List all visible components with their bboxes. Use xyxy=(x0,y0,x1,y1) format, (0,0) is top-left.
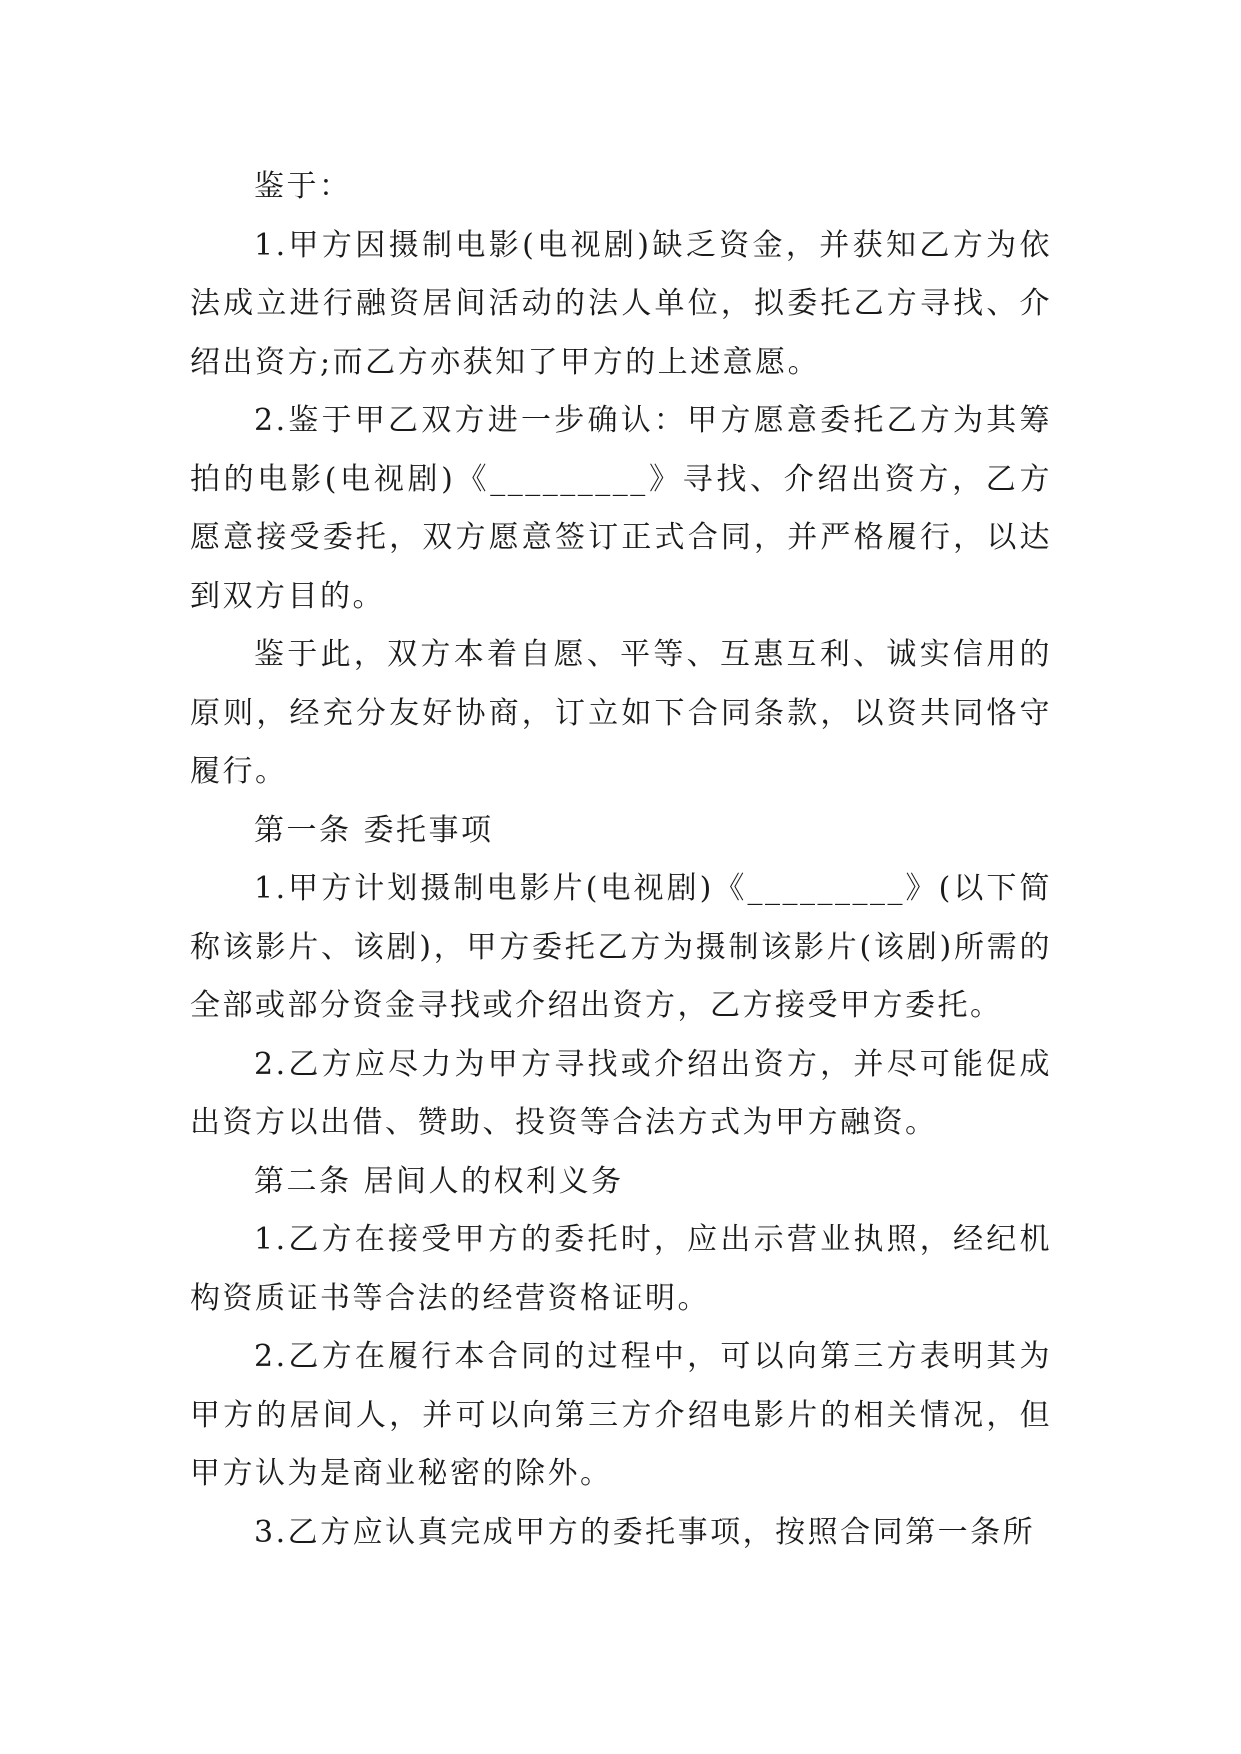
article-1-heading: 第一条 委托事项 xyxy=(254,812,494,848)
article-2-clause-3: 3.乙方应认真完成甲方的委托事项，按照合同第一条所 xyxy=(254,1514,1036,1550)
article-1-clause-2: 2.乙方应尽力为甲方寻找或介绍出资方，并尽可能促成出资方以出借、赞助、投资等合法方式为甲方融资。 xyxy=(190,1046,1052,1140)
article-2-clause-1: 1.乙方在接受甲方的委托时，应出示营业执照，经纪机构资质证书等合法的经营资格证明。 xyxy=(190,1222,1052,1316)
paragraph-whereas-1: 1.甲方因摄制电影(电视剧)缺乏资金，并获知乙方为依法成立进行融资居间活动的法人单位，拟委托乙方寻找、介绍出资方;而乙方亦获知了甲方的上述意愿。 xyxy=(190,227,1052,380)
paragraph-whereas-2: 2.鉴于甲乙双方进一步确认：甲方愿意委托乙方为其筹拍的电影(电视剧)《_________》寻找、介绍出资方，乙方愿意接受委托，双方愿意签订正式合同，并严格履行，以达到双方目的。 xyxy=(190,403,1052,614)
document-body xyxy=(190,158,1052,1562)
paragraph-agreement-intro: 鉴于此，双方本着自愿、平等、互惠互利、诚实信用的原则，经充分友好协商，订立如下合同条款，以资共同恪守履行。 xyxy=(190,637,1052,789)
article-1-clause-1: 1.甲方计划摄制电影片(电视剧)《_________》(以下简称该影片、该剧)，甲方委托乙方为摄制该影片(该剧)所需的全部或部分资金寻找或介绍出资方，乙方接受甲方委托。 xyxy=(190,871,1052,1023)
paragraph-whereas-heading: 鉴于： xyxy=(254,169,352,204)
article-2-heading: 第二条 居间人的权利义务 xyxy=(254,1163,624,1199)
article-2-clause-2: 2.乙方在履行本合同的过程中，可以向第三方表明其为甲方的居间人，并可以向第三方介绍电影片的相关情况，但甲方认为是商业秘密的除外。 xyxy=(190,1339,1052,1491)
